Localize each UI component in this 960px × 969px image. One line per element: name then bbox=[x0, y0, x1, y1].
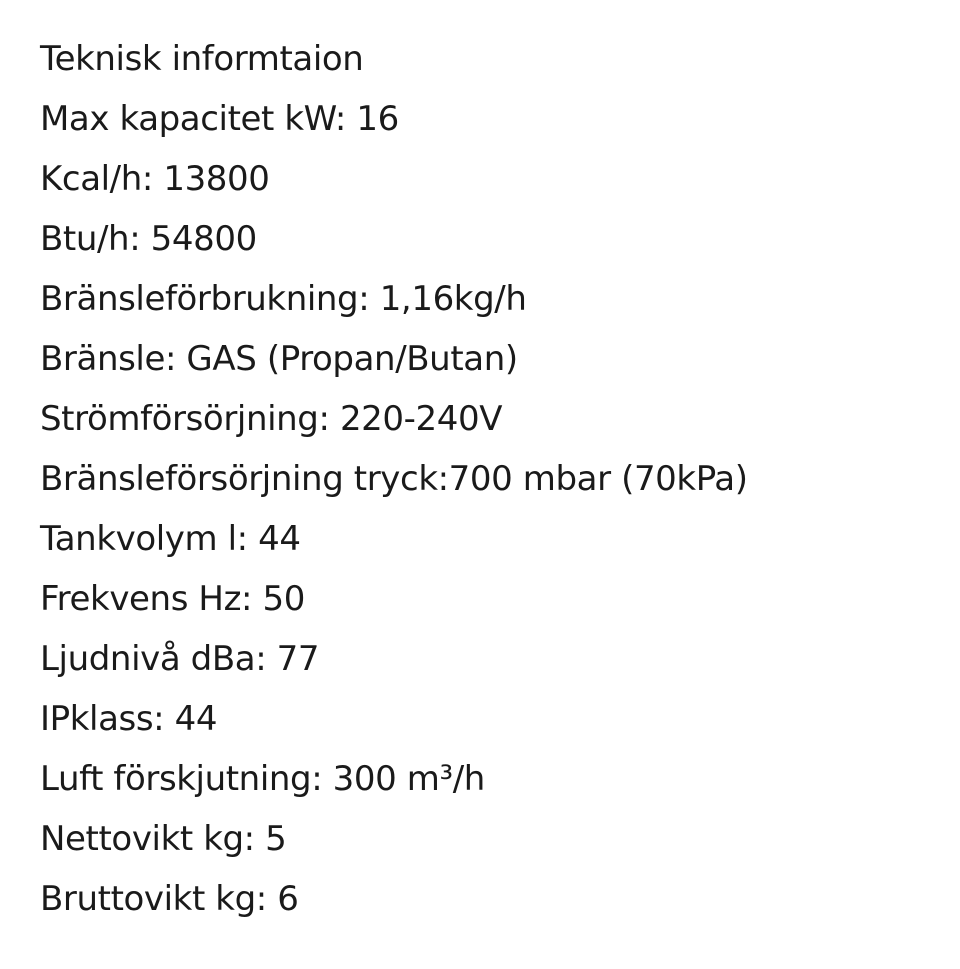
spec-frequency: Frekvens Hz: 50 bbox=[40, 579, 305, 619]
technical-info-document bbox=[40, 34, 940, 934]
spec-ip-class: IPklass: 44 bbox=[40, 699, 218, 739]
spec-air-displacement: Luft förskjutning: 300 m³/h bbox=[40, 759, 485, 799]
spec-btu: Btu/h: 54800 bbox=[40, 219, 257, 259]
spec-noise-level: Ljudnivå dBa: 77 bbox=[40, 639, 320, 679]
spec-kcal: Kcal/h: 13800 bbox=[40, 159, 270, 199]
spec-fuel-consumption: Bränsleförbrukning: 1,16kg/h bbox=[40, 279, 527, 319]
spec-fuel-supply-pressure: Bränsleförsörjning tryck:700 mbar (70kPa) bbox=[40, 459, 748, 499]
spec-fuel-type: Bränsle: GAS (Propan/Butan) bbox=[40, 339, 518, 379]
document-title: Teknisk informtaion bbox=[40, 39, 364, 79]
spec-power-supply: Strömförsörjning: 220-240V bbox=[40, 399, 503, 439]
spec-tank-volume: Tankvolym l: 44 bbox=[40, 519, 301, 559]
spec-max-capacity: Max kapacitet kW: 16 bbox=[40, 99, 399, 139]
spec-gross-weight: Bruttovikt kg: 6 bbox=[40, 879, 299, 919]
spec-net-weight: Nettovikt kg: 5 bbox=[40, 819, 287, 859]
